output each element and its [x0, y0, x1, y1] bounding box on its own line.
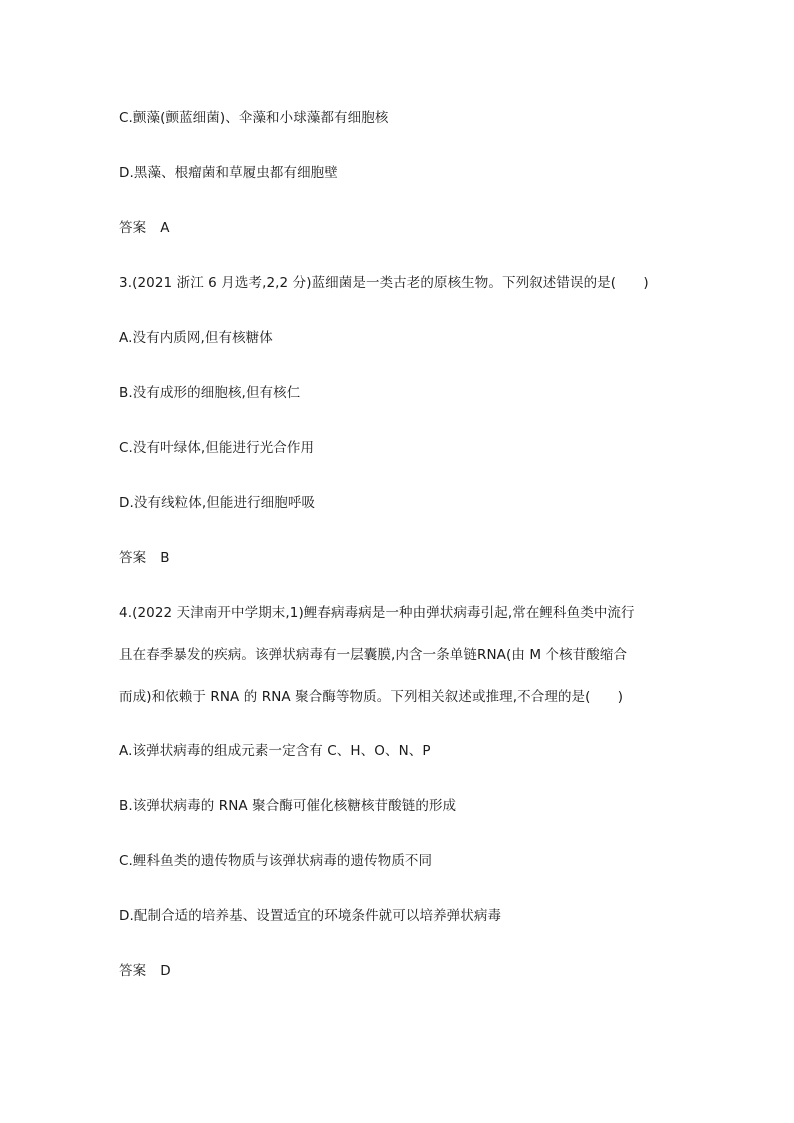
q3-option-d: D.没有线粒体,但能进行细胞呼吸: [119, 495, 316, 511]
q1-answer: [119, 219, 170, 237]
q1-option-d: D.黑藻、根瘤菌和草履虫都有细胞壁: [119, 165, 338, 181]
q3-answer: [119, 549, 170, 567]
q4-option-c: C.鲤科鱼类的遗传物质与该弹状病毒的遗传物质不同: [119, 853, 433, 869]
q4-stem-line3: 而成)和依赖于 RNA 的 RNA 聚合酶等物质。下列相关叙述或推理,不合理的是( ): [119, 689, 624, 705]
q4-stem-line2: 且在春季暴发的疾病。该弹状病毒有一层囊膜,内含一条单链RNA(由 M 个核苷酸缩合: [119, 647, 628, 663]
q4-answer: [119, 962, 171, 980]
q3-option-c: C.没有叶绿体,但能进行光合作用: [119, 440, 315, 456]
q4-option-b: B.该弹状病毒的 RNA 聚合酶可催化核糖核苷酸链的形成: [119, 798, 457, 814]
answer-label: 答案: [119, 963, 147, 979]
q1-option-c: C.颤藻(颤蓝细菌)、伞藻和小球藻都有细胞核: [119, 110, 389, 126]
q3-option-a: A.没有内质网,但有核糖体: [119, 330, 273, 346]
q4-stem-line1: 4.(2022 天津南开中学期末,1)鲤春病毒病是一种由弹状病毒引起,常在鲤科鱼类中流行: [119, 605, 635, 621]
answer-label: 答案: [119, 550, 147, 566]
answer-value: B: [160, 550, 170, 566]
answer-value: A: [160, 220, 170, 236]
q4-option-d: D.配制合适的培养基、设置适宜的环境条件就可以培养弹状病毒: [119, 908, 502, 924]
q4-option-a: A.该弹状病毒的组成元素一定含有 C、H、O、N、P: [119, 743, 431, 759]
answer-label: 答案: [119, 220, 147, 236]
answer-value: D: [160, 963, 171, 979]
q3-stem: 3.(2021 浙江 6 月选考,2,2 分)蓝细菌是一类古老的原核生物。下列叙述错误的是( ): [119, 275, 649, 291]
q3-option-b: B.没有成形的细胞核,但有核仁: [119, 385, 301, 401]
